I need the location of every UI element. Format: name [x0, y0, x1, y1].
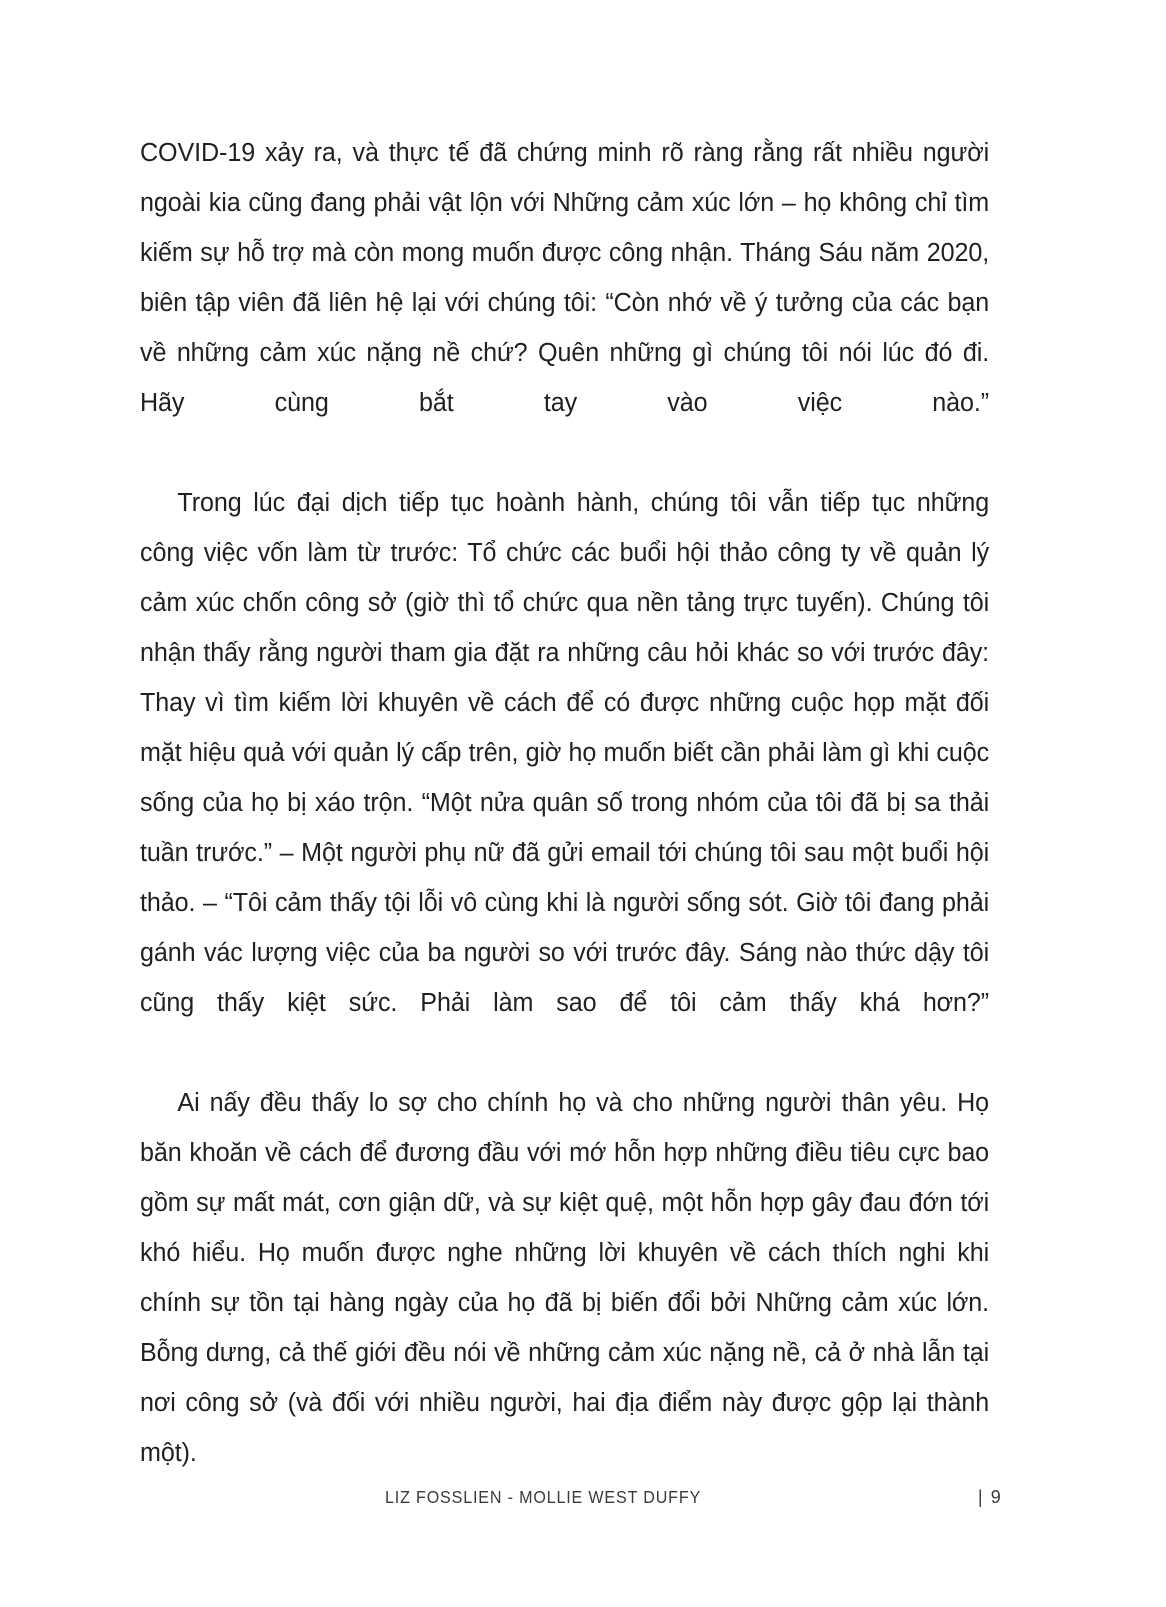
- page-number-value: 9: [990, 1487, 1002, 1507]
- page-footer: [140, 1487, 1002, 1521]
- body-paragraph-3: Ai nấy đều thấy lo sợ cho chính họ và cho những người thân yêu. Họ băn khoăn về cách để đương đầu với mớ hỗn hợp những điều tiêu cực bao gồm sự mất mát, cơn giận dữ, và sự kiệt quệ, một hỗn hợp gây đau đớn tới khó hiểu. Họ muốn được nghe những lời khuyên về cách thích nghi khi chính sự tồn tại hàng ngày của họ đã bị biến đổi bởi Những cảm xúc lớn. Bỗng dưng, cả thế giới đều nói về những cảm xúc nặng nề, cả ở nhà lẫn tại nơi công sở (và đối với nhiều người, hai địa điểm này được gộp lại thành một).: [140, 1089, 990, 1467]
- body-paragraph-2: Trong lúc đại dịch tiếp tục hoành hành, chúng tôi vẫn tiếp tục những công việc vốn làm từ trước: Tổ chức các buổi hội thảo công ty về quản lý cảm xúc chốn công sở (giờ thì tổ chức qua nền tảng trực tuyến). Chúng tôi nhận thấy rằng người tham gia đặt ra những câu hỏi khác so với trước đây: Thay vì tìm kiếm lời khuyên về cách để có được những cuộc họp mặt đối mặt hiệu quả với quản lý cấp trên, giờ họ muốn biết cần phải làm gì khi cuộc sống của họ bị xáo trộn. “Một nửa quân số trong nhóm của tôi đã bị sa thải tuần trước.” – Một người phụ nữ đã gửi email tới chúng tôi sau một buổi hội thảo. – “Tôi cảm thấy tội lỗi vô cùng khi là người sống sót. Giờ tôi đang phải gánh vác lượng việc của ba người so với trước đây. Sáng nào thức dậy tôi cũng thấy kiệt sức. Phải làm sao để tôi cảm thấy khá hơn?”: [140, 489, 990, 1017]
- footer-page-number: [978, 1487, 1002, 1508]
- page-body-text: [140, 128, 1002, 1528]
- footer-authors: LIZ FOSSLIEN - MOLLIE WEST DUFFY: [385, 1487, 702, 1507]
- body-paragraph-1: COVID-19 xảy ra, và thực tế đã chứng minh rõ ràng rằng rất nhiều người ngoài kia cũng đang phải vật lộn với Những cảm xúc lớn – họ không chỉ tìm kiếm sự hỗ trợ mà còn mong muốn được công nhận. Tháng Sáu năm 2020, biên tập viên đã liên hệ lại với chúng tôi: “Còn nhớ về ý tưởng của các bạn về những cảm xúc nặng nề chứ? Quên những gì chúng tôi nói lúc đó đi. Hãy cùng bắt tay vào việc nào.”: [140, 139, 990, 417]
- footer-separator: |: [977, 1487, 984, 1507]
